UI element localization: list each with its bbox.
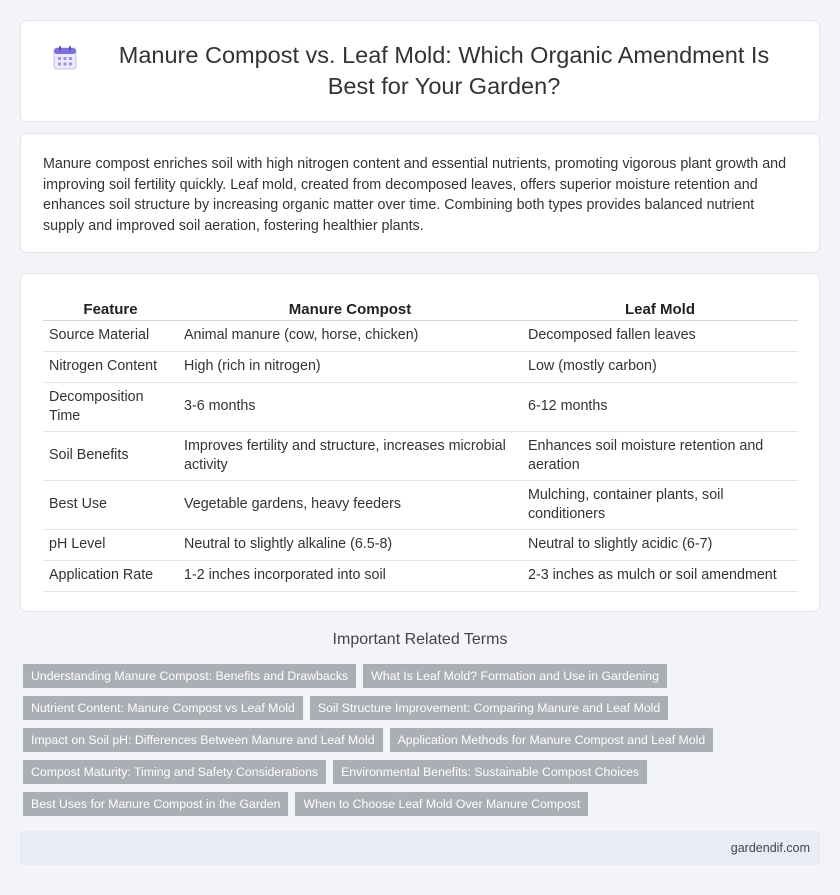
feature-cell: Soil Benefits: [43, 431, 178, 480]
table-row: [43, 320, 798, 351]
related-term-tag[interactable]: Understanding Manure Compost: Benefits and Drawbacks: [23, 664, 356, 688]
comparison-table-card: [20, 273, 820, 612]
manure-cell: 3-6 months: [178, 382, 522, 431]
manure-cell: Neutral to slightly alkaline (6.5-8): [178, 529, 522, 560]
related-term-tag[interactable]: Best Uses for Manure Compost in the Garden: [23, 792, 288, 816]
related-term-tag[interactable]: Compost Maturity: Timing and Safety Considerations: [23, 760, 326, 784]
manure-cell: Vegetable gardens, heavy feeders: [178, 480, 522, 529]
leafmold-cell: 2-3 inches as mulch or soil amendment: [522, 560, 798, 591]
related-term-tag[interactable]: When to Choose Leaf Mold Over Manure Compost: [295, 792, 588, 816]
footer: [20, 831, 820, 865]
leafmold-cell: Low (mostly carbon): [522, 351, 798, 382]
intro-card: [20, 133, 820, 253]
related-terms-list: [23, 664, 823, 824]
related-terms-title: Important Related Terms: [332, 631, 508, 648]
feature-cell: Best Use: [43, 480, 178, 529]
feature-cell: Decomposition Time: [43, 382, 178, 431]
table-row: [43, 351, 798, 382]
table-row: [43, 382, 798, 431]
comparison-table: [43, 294, 798, 592]
related-term-tag[interactable]: What Is Leaf Mold? Formation and Use in Gardening: [363, 664, 667, 688]
header-card: [20, 20, 820, 122]
table-header-row: [43, 294, 798, 320]
calendar-icon: [51, 44, 79, 72]
table-row: [43, 560, 798, 591]
footer-site-link[interactable]: gardendif.com: [730, 841, 810, 855]
related-term-tag[interactable]: Application Methods for Manure Compost and Leaf Mold: [390, 728, 714, 752]
header-manure-compost: Manure Compost: [178, 294, 522, 320]
header-leaf-mold: Leaf Mold: [522, 294, 798, 320]
feature-cell: Nitrogen Content: [43, 351, 178, 382]
feature-cell: Application Rate: [43, 560, 178, 591]
feature-cell: pH Level: [43, 529, 178, 560]
related-term-tag[interactable]: Nutrient Content: Manure Compost vs Leaf Mold: [23, 696, 303, 720]
related-term-tag[interactable]: Soil Structure Improvement: Comparing Manure and Leaf Mold: [310, 696, 668, 720]
related-term-tag[interactable]: Impact on Soil pH: Differences Between Manure and Leaf Mold: [23, 728, 383, 752]
manure-cell: High (rich in nitrogen): [178, 351, 522, 382]
manure-cell: 1-2 inches incorporated into soil: [178, 560, 522, 591]
table-row: [43, 480, 798, 529]
table-row: [43, 431, 798, 480]
header-feature: Feature: [43, 294, 178, 320]
leafmold-cell: Neutral to slightly acidic (6-7): [522, 529, 798, 560]
page-title: Manure Compost vs. Leaf Mold: Which Organic Amendment Is Best for Your Garden?: [118, 42, 770, 99]
related-term-tag[interactable]: Environmental Benefits: Sustainable Compost Choices: [333, 760, 647, 784]
leafmold-cell: Enhances soil moisture retention and aeration: [522, 431, 798, 480]
manure-cell: Animal manure (cow, horse, chicken): [178, 320, 522, 351]
intro-text: Manure compost enriches soil with high nitrogen content and essential nutrients, promoting vigorous plant growth and improving soil fertility quickly. Leaf mold, created from decomposed leaves, offers superior moisture retention and enhances soil structure by increasing organic matter over time. Combining both types provides balanced nutrient supply and improved soil aeration, fostering healthier plants.: [43, 156, 787, 234]
feature-cell: Source Material: [43, 320, 178, 351]
manure-cell: Improves fertility and structure, increases microbial activity: [178, 431, 522, 480]
table-row: [43, 529, 798, 560]
leafmold-cell: 6-12 months: [522, 382, 798, 431]
leafmold-cell: Mulching, container plants, soil conditioners: [522, 480, 798, 529]
leafmold-cell: Decomposed fallen leaves: [522, 320, 798, 351]
